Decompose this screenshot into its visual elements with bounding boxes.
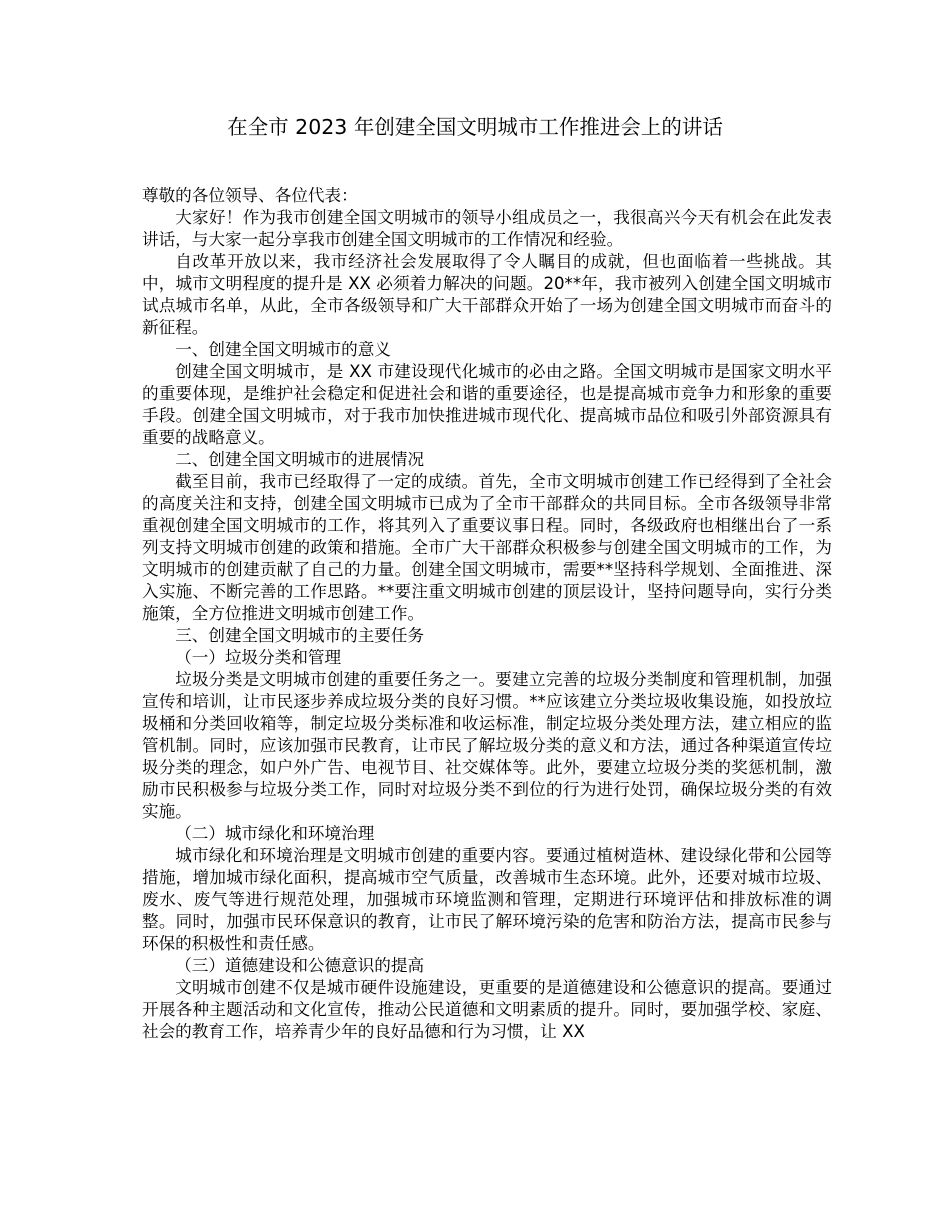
- section-3-heading: 三、创建全国文明城市的主要任务: [175, 626, 425, 645]
- salutation: 尊敬的各位领导、各位代表：: [142, 186, 358, 205]
- subsection-1-paragraph: 垃圾分类是文明城市创建的重要任务之一。要建立完善的垃圾分类制度和管理机制，加强宣传和培训，让市民逐步养成垃圾分类的良好习惯。**应该建立分类垃圾收集设施，如投放垃圾桶和分类回收箱等，制定垃圾分类标准和收运标准，制定垃圾分类处理方法，建立相应的监管机制。同时，应该加强市民教育，让市民了解垃圾分类的意义和方法，通过各种渠道宣传垃圾分类的理念，如户外广告、电视节目、社交媒体等。此外，要建立垃圾分类的奖惩机制，激励市民积极参与垃圾分类工作，同时对垃圾分类不到位的行为进行处罚，确保垃圾分类的有效实施。: [142, 670, 832, 821]
- section-1-paragraph: 创建全国文明城市，是 XX 市建设现代化城市的必由之路。全国文明城市是国家文明水平的重要体现，是维护社会稳定和促进社会和谐的重要途径，也是提高城市竞争力和形象的重要手段。创建全国文明城市，对于我市加快推进城市现代化、提高城市品位和吸引外部资源具有重要的战略意义。: [142, 362, 832, 447]
- intro-paragraph-2: 自改革开放以来，我市经济社会发展取得了令人瞩目的成就，但也面临着一些挑战。其中，城市文明程度的提升是 XX 必须着力解决的问题。20**年，我市被列入创建全国文明城市试点城市名单，从此，全市各级领导和广大干部群众开始了一场为创建全国文明城市而奋斗的新征程。: [142, 252, 832, 337]
- document-title: 在全市 2023 年创建全国文明城市工作推进会上的讲话: [227, 115, 723, 139]
- subsection-1-heading: （一）垃圾分类和管理: [175, 648, 342, 667]
- section-1-heading: 一、创建全国文明城市的意义: [175, 340, 391, 359]
- subsection-3-paragraph: 文明城市创建不仅是城市硬件设施建设，更重要的是道德建设和公德意识的提高。要通过开展各种主题活动和文化宣传，推动公民道德和文明素质的提升。同时，要加强学校、家庭、社会的教育工作，培养青少年的良好品德和行为习惯，让 XX: [142, 978, 832, 1041]
- section-2-paragraph: 截至目前，我市已经取得了一定的成绩。首先，全市文明城市创建工作已经得到了全社会的高度关注和支持，创建全国文明城市已成为了全市干部群众的共同目标。全市各级领导非常重视创建全国文明城市的工作，将其列入了重要议事日程。同时，各级政府也相继出台了一系列支持文明城市创建的政策和措施。全市广大干部群众积极参与创建全国文明城市的工作，为文明城市的创建贡献了自己的力量。创建全国文明城市，需要**坚持科学规划、全面推进、深入实施、不断完善的工作思路。**要注重文明城市创建的顶层设计，坚持问题导向，实行分类施策，全方位推进文明城市创建工作。: [142, 472, 832, 623]
- subsection-2-heading: （二）城市绿化和环境治理: [175, 824, 375, 843]
- subsection-3-heading: （三）道德建设和公德意识的提高: [175, 956, 425, 975]
- section-2-heading: 二、创建全国文明城市的进展情况: [175, 450, 425, 469]
- intro-paragraph-1: 大家好！作为我市创建全国文明城市的领导小组成员之一，我很高兴今天有机会在此发表讲话，与大家一起分享我市创建全国文明城市的工作情况和经验。: [142, 208, 832, 249]
- document-body: [142, 185, 832, 1043]
- subsection-2-paragraph: 城市绿化和环境治理是文明城市创建的重要内容。要通过植树造林、建设绿化带和公园等措施，增加城市绿化面积，提高城市空气质量，改善城市生态环境。此外，还要对城市垃圾、废水、废气等进行规范处理，加强城市环境监测和管理，定期进行环境评估和排放标准的调整。同时，加强市民环保意识的教育，让市民了解环境污染的危害和防治方法，提高市民参与环保的积极性和责任感。: [142, 846, 832, 953]
